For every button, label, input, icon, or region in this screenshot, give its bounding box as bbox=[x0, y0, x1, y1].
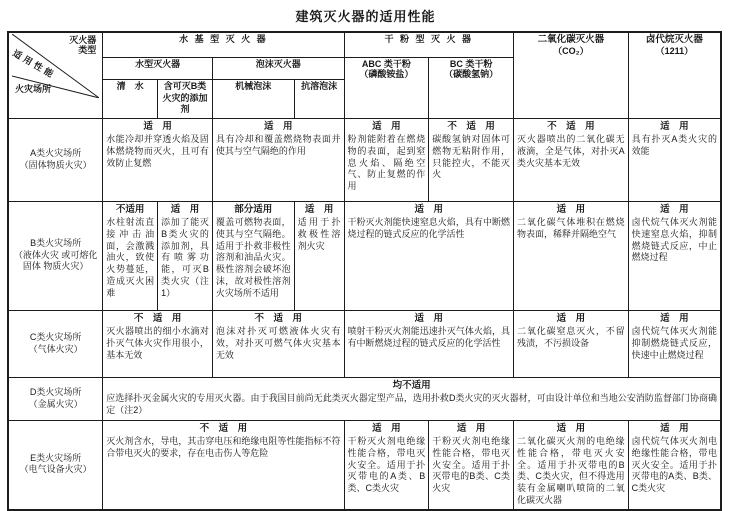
header-clean-water: 清 水 bbox=[103, 80, 158, 119]
corner-label-extinguisher-type: 灭火器 类型 bbox=[69, 35, 97, 56]
place-label-b: B类火灾场所 （液体火灾 或可熔化固体 物质火灾） bbox=[8, 202, 103, 311]
header-bc-powder: BC 类干粉 （碳酸氢钠） bbox=[429, 58, 514, 119]
cell-e-abc: 适 用 干粉灭火剂电绝缘性能合格，带电灭火安全。适用于扑灭带电的A类、B类、C类火灾 bbox=[344, 421, 429, 510]
header-water-type: 水型灭火器 bbox=[103, 58, 213, 80]
cell-a-foam: 适 用 具有冷却和覆盖燃烧物表面并使其与空气隔绝的作用 bbox=[212, 119, 344, 202]
extinguisher-suitability-table bbox=[7, 31, 722, 511]
cell-e-water-based: 不 适 用 灭火剂含水，导电，其击穿电压和绝缘电阻等性能指标不符合带电灭火的要求，存在电击伤人等危险 bbox=[103, 421, 344, 510]
cell-b-additive: 适 用 添加了能灭B类火灾的添加剂，具有喷雾功能，可灭B类火灾（注1） bbox=[158, 202, 213, 311]
cell-b-clean-water: 不适用 水柱射流直接冲击油面，会激溅油火，致使火势蔓延，造成灭火困难 bbox=[103, 202, 158, 311]
place-label-e: E类火灾场所 （电气设备火灾） bbox=[8, 421, 103, 510]
cell-b-anti-foam: 适 用 适用于扑救极性溶剂火灾 bbox=[294, 202, 344, 311]
corner-diagonal-cell bbox=[8, 32, 103, 119]
cell-a-bc: 不 适 用 碳酸氢钠对固体可燃物无粘附作用，只能控火，不能灭火 bbox=[429, 119, 514, 202]
table-row-class-e bbox=[8, 421, 721, 510]
cell-c-water: 不 适 用 灭火器喷出的细小水滴对扑灭气体火灾作用很小，基本无效 bbox=[103, 311, 213, 378]
table-row-class-b bbox=[8, 202, 721, 311]
cell-a-co2: 不 适 用 灭火器喷出的二氧化碳无液滴，全是气体，对扑灭A类火灾基本无效 bbox=[514, 119, 629, 202]
cell-b-halon: 适 用 卤代烷气体灭火剂能快速窒息火焰，抑制燃烧链式反应，中止燃烧过程 bbox=[628, 202, 721, 311]
table-row-class-d bbox=[8, 378, 721, 421]
table-row-class-a bbox=[8, 119, 721, 202]
header-dry-powder-group: 干 粉 型 灭 火 器 bbox=[344, 32, 514, 58]
place-label-a: A类火灾场所 （固体物质火灾） bbox=[8, 119, 103, 202]
cell-e-halon: 适 用 卤代烷气体灭火剂电绝缘性能合格，带电灭火安全。适用于扑灭带电的A类、B类、C类火灾 bbox=[628, 421, 721, 510]
cell-c-dry-powder: 适 用 喷射干粉灭火剂能迅速扑灭气体火焰，具有中断燃烧过程的链式反应的化学活性 bbox=[344, 311, 514, 378]
header-additive-water: 含可灭B类火灾的添加剂 bbox=[158, 80, 213, 119]
header-foam-type: 泡沫灭火器 bbox=[212, 58, 344, 80]
corner-label-performance: 适用性能 bbox=[11, 48, 58, 81]
cell-b-co2: 适 用 二氧化碳气体堆积在燃烧物表面，稀释并隔绝空气 bbox=[514, 202, 629, 311]
place-label-d: D类火灾场所 （金属火灾） bbox=[8, 378, 103, 421]
header-abc-powder: ABC 类干粉 （磷酸铵盐） bbox=[344, 58, 429, 119]
header-antisolvent-foam: 抗溶泡沫 bbox=[294, 80, 344, 119]
cell-b-mech-foam: 部分适用 覆盖可燃物表面，使其与空气隔绝。适用于扑救非极性溶剂和油品火灾。极性溶剂会破坏泡沫，故对极性溶剂火灾场所不适用 bbox=[212, 202, 294, 311]
cell-e-bc: 适 用 干粉灭火剂电绝缘性能合格，带电灭火安全。适用于扑灭带电的B类、C类火灾 bbox=[429, 421, 514, 510]
header-co2: 二氧化碳灭火器 （CO₂） bbox=[514, 32, 629, 119]
cell-e-co2: 适 用 二氧化碳灭火剂的电绝缘性能合格，带电灭火安全。适用于扑灭带电的B类、C类火灾，但不得选用装有金属喇叭喷筒的二氧化碳灭火器 bbox=[514, 421, 629, 510]
cell-a-halon: 适 用 具有扑灭A类火灾的效能 bbox=[628, 119, 721, 202]
cell-d-all: 均不适用 应选择扑灭金属火灾的专用灭火器。由于我国目前尚无此类灭火器定型产品，选用扑救D类火灾的灭火器材，可由设计单位和当地公安消防监督部门协商确定（注2） bbox=[103, 378, 721, 421]
cell-b-dry-powder: 适 用 干粉灭火剂能快速窒息火焰，具有中断燃烧过程的链式反应的化学活性 bbox=[344, 202, 514, 311]
table-row-class-c bbox=[8, 311, 721, 378]
header-halon: 卤代烷灭火器 （1211） bbox=[628, 32, 721, 119]
cell-c-co2: 适 用 二氧化碳窒息灭火，不留残渍，不污损设备 bbox=[514, 311, 629, 378]
corner-label-fire-place: 火灾场所 bbox=[15, 84, 52, 95]
cell-c-halon: 适 用 卤代烷气体灭火剂能抑制燃烧链式反应，快速中止燃烧过程 bbox=[628, 311, 721, 378]
cell-a-water: 适 用 水能冷却并穿透火焰及固体燃烧物而灭火，且可有效防止复燃 bbox=[103, 119, 213, 202]
place-label-c: C类火灾场所 （气体火灾） bbox=[8, 311, 103, 378]
header-water-based-group: 水 基 型 灭 火 器 bbox=[103, 32, 344, 58]
header-mechanical-foam: 机械泡沫 bbox=[212, 80, 294, 119]
page-title: 建筑灭火器的适用性能 bbox=[295, 9, 436, 24]
cell-c-foam: 不 适 用 泡沫对扑灭可燃液体火灾有效，对扑灭可燃气体火灾基本无效 bbox=[212, 311, 344, 378]
cell-a-abc: 适 用 粉剂能附着在燃烧物的表面，起到窒息火焰、隔绝空气、防止复燃的作用 bbox=[344, 119, 429, 202]
